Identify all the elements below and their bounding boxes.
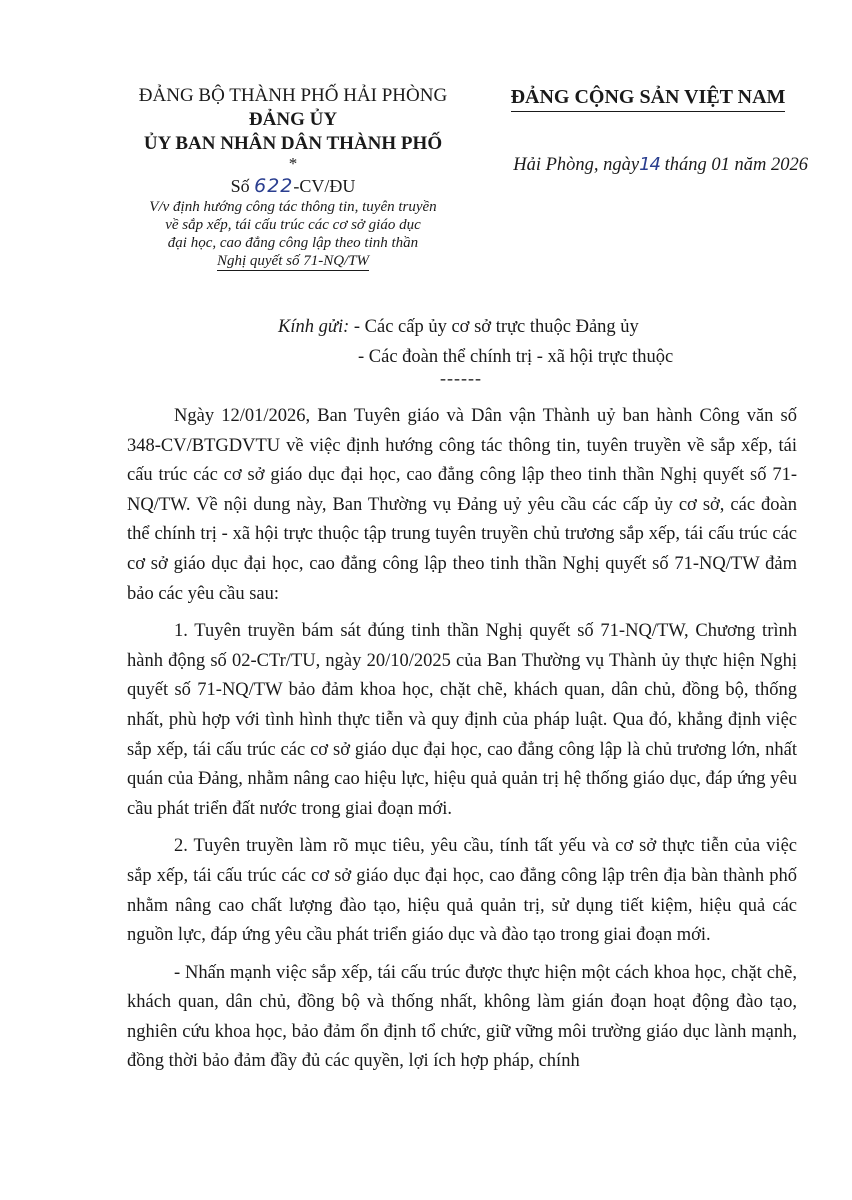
body-paragraph: 1. Tuyên truyền bám sát đúng tinh thần Nghị quyết số 71-NQ/TW, Chương trình hành động số 02-CTr/TU, ngày 20/10/2025 của Ban Thường vụ Thành ủy thực hiện Nghị quyết số 71-NQ/TW bảo đảm khoa học, chặt chẽ, khách quan, dân chủ, đồng bộ, thống nhất, phù hợp với tình hình thực tiễn và quy định của pháp luật. Qua đó, khẳng định việc sắp xếp, tái cấu trúc các cơ sở giáo dục đại học, cao đẳng công lập là chủ trương lớn, nhất quán của Đảng, nhằm nâng cao hiệu lực, hiệu quả quản trị hệ thống giáo dục, đáp ứng yêu cầu phát triển đất nước trong giai đoạn mới.	[127, 621, 797, 819]
body-paragraph: 2. Tuyên truyền làm rõ mục tiêu, yêu cầu, tính tất yếu và cơ sở thực tiễn của việc sắp xếp, tái cấu trúc các cơ sở giáo dục đại học, cao đẳng công lập trên địa bàn thành phố nhằm nâng cao chất lượng đào tạo, hiệu quả quản trị, sử dụng tiết kiệm, hiệu quả các nguồn lực, đáp ứng yêu cầu phát triển giáo dục và đào tạo trong giai đoạn mới.	[127, 836, 797, 946]
recipients-label: Kính gửi:	[278, 317, 350, 337]
authority-line-3: ỦY BAN NHÂN DÂN THÀNH PHỐ	[143, 133, 443, 154]
issuing-authority-block	[118, 84, 468, 271]
body-paragraph: - Nhấn mạnh việc sắp xếp, tái cấu trúc được thực hiện một cách khoa học, chặt chẽ, khách quan, dân chủ, đồng bộ và thống nhất, không làm gián đoạn hoạt động đào tạo, nghiên cứu khoa học, bảo đảm ổn định tổ chức, giữ vững môi trường giáo dục lành mạnh, đồng thời bảo đảm đầy đủ các quyền, lợi ích hợp pháp, chính	[127, 962, 797, 1072]
party-name: ĐẢNG CỘNG SẢN VIỆT NAM	[511, 84, 786, 112]
recipient-line-1	[278, 312, 673, 342]
star-mark: *	[288, 154, 298, 173]
document-number	[118, 174, 468, 198]
subject-line: Nghị quyết số 71-NQ/TW	[216, 253, 370, 269]
date-suffix: tháng 01 năm 2026	[660, 155, 808, 175]
authority-line-2: ĐẢNG ỦY	[248, 109, 338, 130]
recipient-2: - Các đoàn thể chính trị - xã hội trực thuộc	[358, 347, 674, 367]
separator-dashes: ------	[440, 368, 482, 388]
date-prefix: Hải Phòng, ngày	[513, 155, 640, 175]
subject-line: về sắp xếp, tái cấu trúc các cơ sở giáo dục	[165, 217, 421, 233]
issue-date	[478, 154, 808, 176]
recipients-block	[278, 312, 673, 372]
subject-summary	[118, 198, 468, 271]
recipient-1: - Các cấp ủy cơ sở trực thuộc Đảng ủy	[349, 317, 639, 337]
document-body	[127, 402, 797, 1085]
subject-line: đại học, cao đẳng công lập theo tinh thần	[167, 235, 419, 251]
subject-line: V/v định hướng công tác thông tin, tuyên truyền	[149, 199, 437, 215]
number-suffix: -CV/ĐU	[293, 176, 356, 196]
body-paragraph: Ngày 12/01/2026, Ban Tuyên giáo và Dân vận Thành uỷ ban hành Công văn số 348-CV/BTGDVTU về việc định hướng công tác thông tin, tuyên truyền về sắp xếp, tái cấu trúc các cơ sở giáo dục đại học, cao đẳng công lập theo tinh thần Nghị quyết số 71-NQ/TW. Về nội dung này, Ban Thường vụ Đảng uỷ yêu cầu các cấp ủy cơ sở, các đoàn thể chính trị - xã hội trực thuộc tập trung tuyên truyền chủ trương sắp xếp, tái cấu trúc các cơ sở giáo dục đại học, cao đẳng công lập theo tinh thần Nghị quyết số 71-NQ/TW đảm bảo các yêu cầu sau:	[127, 406, 797, 604]
handwritten-day: 14	[639, 154, 660, 175]
handwritten-number: 622	[254, 175, 294, 197]
authority-line-1: ĐẢNG BỘ THÀNH PHỐ HẢI PHÒNG	[138, 85, 448, 106]
number-prefix: Số	[230, 176, 250, 196]
party-header-block	[478, 84, 818, 176]
